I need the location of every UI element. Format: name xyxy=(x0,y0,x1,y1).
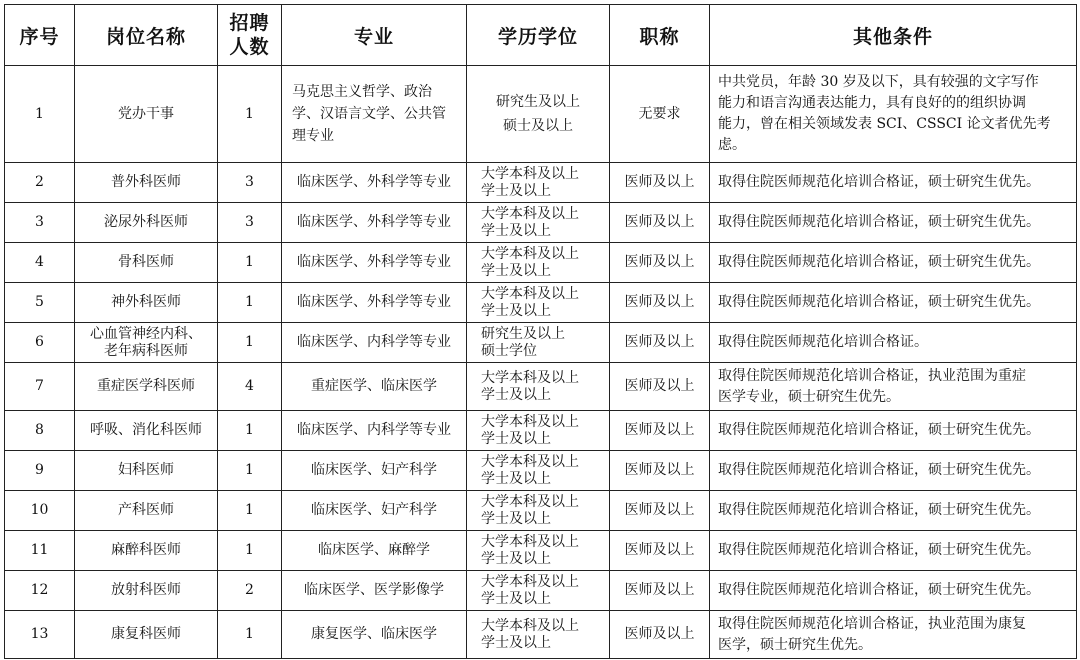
cell-position-line: 放射科医师 xyxy=(111,582,181,598)
table-header xyxy=(5,5,1077,66)
cell-conditions-line: 取得住院医师规范化培训合格证，硕士研究生优先。 xyxy=(718,422,1040,438)
cell-education-line: 学士及以上 xyxy=(481,634,551,651)
cell-conditions-line: 取得住院医师规范化培训合格证，硕士研究生优先。 xyxy=(718,542,1040,558)
cell-education xyxy=(467,411,610,451)
cell-no: 13 xyxy=(5,611,75,659)
cell-conditions-line: 医学，硕士研究生优先。 xyxy=(718,636,872,653)
cell-no: 4 xyxy=(5,243,75,283)
cell-no: 6 xyxy=(5,323,75,363)
cell-education xyxy=(467,66,610,163)
cell-major-line: 临床医学、外科学等专业 xyxy=(297,174,451,190)
cell-education-line: 大学本科及以上 xyxy=(481,205,579,222)
cell-count: 1 xyxy=(218,66,282,163)
header-education: 学历学位 xyxy=(467,5,610,66)
cell-education-line: 学士及以上 xyxy=(481,182,551,199)
cell-title: 医师及以上 xyxy=(610,491,710,531)
cell-education-line: 大学本科及以上 xyxy=(481,285,579,302)
cell-count: 1 xyxy=(218,243,282,283)
cell-title: 医师及以上 xyxy=(610,283,710,323)
cell-count: 3 xyxy=(218,163,282,203)
cell-no: 8 xyxy=(5,411,75,451)
cell-education-line: 学士及以上 xyxy=(481,510,551,527)
cell-major xyxy=(282,571,467,611)
cell-education xyxy=(467,203,610,243)
cell-conditions-line: 医学专业，硕士研究生优先。 xyxy=(718,388,900,405)
cell-conditions xyxy=(710,491,1077,531)
table-row xyxy=(5,323,1077,363)
cell-count: 1 xyxy=(218,323,282,363)
cell-education-line: 大学本科及以上 xyxy=(481,617,579,634)
cell-major xyxy=(282,363,467,411)
cell-no: 10 xyxy=(5,491,75,531)
cell-major-line: 临床医学、医学影像学 xyxy=(304,582,444,598)
cell-no: 1 xyxy=(5,66,75,163)
cell-title: 无要求 xyxy=(610,66,710,163)
cell-count: 1 xyxy=(218,531,282,571)
cell-major-line: 临床医学、外科学等专业 xyxy=(297,214,451,230)
cell-position-line: 泌尿外科医师 xyxy=(104,214,188,230)
table-body xyxy=(5,66,1077,659)
cell-position xyxy=(75,451,218,491)
header-title: 职称 xyxy=(610,5,710,66)
table-row xyxy=(5,531,1077,571)
table-row xyxy=(5,611,1077,659)
table-row xyxy=(5,363,1077,411)
cell-major-line: 临床医学、麻醉学 xyxy=(318,542,430,558)
cell-count: 1 xyxy=(218,411,282,451)
cell-education-line: 学士及以上 xyxy=(481,430,551,447)
cell-conditions-line: 中共党员，年龄 30 岁及以下，具有较强的文字写作 xyxy=(718,74,1039,90)
cell-major xyxy=(282,66,467,163)
cell-education xyxy=(467,611,610,659)
cell-position xyxy=(75,163,218,203)
cell-conditions-line: 取得住院医师规范化培训合格证，硕士研究生优先。 xyxy=(718,214,1040,230)
header-count xyxy=(218,5,282,66)
cell-education-line: 学士及以上 xyxy=(481,262,551,279)
header-conditions: 其他条件 xyxy=(710,5,1077,66)
cell-major xyxy=(282,611,467,659)
cell-position-line: 普外科医师 xyxy=(111,174,181,190)
table-row xyxy=(5,66,1077,163)
cell-conditions xyxy=(710,571,1077,611)
table-row xyxy=(5,283,1077,323)
header-no: 序号 xyxy=(5,5,75,66)
cell-count: 2 xyxy=(218,571,282,611)
cell-count: 1 xyxy=(218,283,282,323)
cell-major xyxy=(282,163,467,203)
header-count-line1: 招聘 xyxy=(229,12,270,34)
cell-position-line: 妇科医师 xyxy=(118,462,174,478)
cell-education xyxy=(467,491,610,531)
cell-conditions-line: 取得住院医师规范化培训合格证，硕士研究生优先。 xyxy=(718,254,1040,270)
cell-major xyxy=(282,323,467,363)
cell-education xyxy=(467,571,610,611)
table-row xyxy=(5,163,1077,203)
cell-conditions xyxy=(710,243,1077,283)
cell-position-line: 产科医师 xyxy=(118,502,174,518)
cell-conditions-line: 能力，曾在相关领域发表 SCI、CSSCI 论文者优先考 xyxy=(718,116,1051,132)
cell-no: 2 xyxy=(5,163,75,203)
cell-education xyxy=(467,283,610,323)
cell-education-line: 大学本科及以上 xyxy=(481,453,579,470)
cell-major-line: 临床医学、外科学等专业 xyxy=(297,294,451,310)
cell-conditions-line: 取得住院医师规范化培训合格证。 xyxy=(718,334,928,350)
cell-major-line: 康复医学、临床医学 xyxy=(311,626,437,642)
cell-title: 医师及以上 xyxy=(610,243,710,283)
cell-major-line: 临床医学、内科学等专业 xyxy=(297,422,451,438)
cell-major-line: 理专业 xyxy=(292,128,334,144)
cell-count: 4 xyxy=(218,363,282,411)
cell-conditions xyxy=(710,163,1077,203)
cell-major xyxy=(282,531,467,571)
cell-title: 医师及以上 xyxy=(610,531,710,571)
cell-major-line: 重症医学、临床医学 xyxy=(311,378,437,394)
cell-major xyxy=(282,283,467,323)
cell-position xyxy=(75,203,218,243)
table-row xyxy=(5,451,1077,491)
cell-position-line: 麻醉科医师 xyxy=(111,542,181,558)
cell-education-line: 学士及以上 xyxy=(481,302,551,319)
cell-major-line: 临床医学、妇产科学 xyxy=(311,462,437,478)
cell-education-line: 大学本科及以上 xyxy=(481,573,579,590)
cell-education-line: 大学本科及以上 xyxy=(481,493,579,510)
header-position: 岗位名称 xyxy=(75,5,218,66)
cell-major xyxy=(282,203,467,243)
cell-education-line: 硕士及以上 xyxy=(503,118,573,134)
cell-count: 3 xyxy=(218,203,282,243)
cell-position-line: 党办干事 xyxy=(118,105,174,122)
cell-major xyxy=(282,491,467,531)
cell-position xyxy=(75,611,218,659)
cell-education-line: 学士及以上 xyxy=(481,222,551,239)
cell-position xyxy=(75,411,218,451)
cell-education xyxy=(467,531,610,571)
cell-conditions xyxy=(710,203,1077,243)
cell-education-line: 大学本科及以上 xyxy=(481,533,579,550)
recruitment-table xyxy=(4,4,1077,659)
cell-position xyxy=(75,531,218,571)
cell-conditions-line: 取得住院医师规范化培训合格证，硕士研究生优先。 xyxy=(718,294,1040,310)
cell-major xyxy=(282,411,467,451)
table-row xyxy=(5,571,1077,611)
cell-major-line: 学、汉语言文学、公共管 xyxy=(292,106,446,122)
header-count-line2: 人数 xyxy=(229,36,270,58)
cell-conditions xyxy=(710,451,1077,491)
cell-count: 1 xyxy=(218,491,282,531)
cell-conditions-line: 取得住院医师规范化培训合格证，硕士研究生优先。 xyxy=(718,582,1040,598)
cell-conditions-line: 虑。 xyxy=(718,137,746,153)
header-row xyxy=(5,5,1077,66)
table-row xyxy=(5,491,1077,531)
cell-education xyxy=(467,363,610,411)
cell-position-line: 重症医学科医师 xyxy=(97,378,195,394)
cell-education-line: 学士及以上 xyxy=(481,386,551,403)
cell-position xyxy=(75,243,218,283)
cell-title: 医师及以上 xyxy=(610,363,710,411)
cell-major xyxy=(282,451,467,491)
cell-count: 1 xyxy=(218,451,282,491)
cell-conditions-line: 取得住院医师规范化培训合格证，硕士研究生优先。 xyxy=(718,462,1040,478)
cell-title: 医师及以上 xyxy=(610,571,710,611)
cell-position xyxy=(75,323,218,363)
cell-education xyxy=(467,243,610,283)
cell-position-line: 老年病科医师 xyxy=(104,342,188,359)
cell-conditions-line: 取得住院医师规范化培训合格证，执业范围为康复 xyxy=(718,615,1026,632)
header-major: 专业 xyxy=(282,5,467,66)
cell-no: 5 xyxy=(5,283,75,323)
cell-conditions xyxy=(710,66,1077,163)
cell-no: 7 xyxy=(5,363,75,411)
cell-count: 1 xyxy=(218,611,282,659)
cell-education-line: 硕士学位 xyxy=(481,342,537,359)
table-row xyxy=(5,243,1077,283)
cell-position xyxy=(75,363,218,411)
cell-conditions xyxy=(710,531,1077,571)
cell-conditions-line: 能力和语言沟通表达能力，具有良好的的组织协调 xyxy=(718,95,1026,111)
cell-conditions xyxy=(710,283,1077,323)
cell-conditions-line: 取得住院医师规范化培训合格证，硕士研究生优先。 xyxy=(718,502,1040,518)
cell-conditions-line: 取得住院医师规范化培训合格证，硕士研究生优先。 xyxy=(718,174,1040,190)
cell-title: 医师及以上 xyxy=(610,411,710,451)
cell-conditions xyxy=(710,363,1077,411)
cell-title: 医师及以上 xyxy=(610,203,710,243)
cell-title: 医师及以上 xyxy=(610,611,710,659)
cell-title: 医师及以上 xyxy=(610,323,710,363)
cell-major-line: 临床医学、妇产科学 xyxy=(311,502,437,518)
cell-no: 9 xyxy=(5,451,75,491)
cell-position xyxy=(75,66,218,163)
cell-position xyxy=(75,283,218,323)
cell-position-line: 心血管神经内科、 xyxy=(90,325,202,342)
cell-position-line: 骨科医师 xyxy=(118,254,174,270)
cell-major-line: 临床医学、内科学等专业 xyxy=(297,334,451,350)
cell-education xyxy=(467,451,610,491)
cell-education-line: 学士及以上 xyxy=(481,470,551,487)
table-row xyxy=(5,411,1077,451)
cell-conditions xyxy=(710,411,1077,451)
cell-education-line: 研究生及以上 xyxy=(496,94,580,110)
cell-education xyxy=(467,323,610,363)
cell-education-line: 学士及以上 xyxy=(481,550,551,567)
cell-major xyxy=(282,243,467,283)
cell-conditions-line: 取得住院医师规范化培训合格证，执业范围为重症 xyxy=(718,367,1026,384)
cell-major-line: 临床医学、外科学等专业 xyxy=(297,254,451,270)
cell-education-line: 研究生及以上 xyxy=(481,325,565,342)
cell-education-line: 大学本科及以上 xyxy=(481,413,579,430)
cell-education-line: 大学本科及以上 xyxy=(481,165,579,182)
cell-position-line: 呼吸、消化科医师 xyxy=(90,422,202,438)
table-row xyxy=(5,203,1077,243)
cell-no: 11 xyxy=(5,531,75,571)
cell-education xyxy=(467,163,610,203)
cell-conditions xyxy=(710,323,1077,363)
cell-education-line: 学士及以上 xyxy=(481,590,551,607)
cell-no: 3 xyxy=(5,203,75,243)
cell-major-line: 马克思主义哲学、政治 xyxy=(292,84,432,100)
cell-position-line: 神外科医师 xyxy=(111,294,181,310)
cell-position-line: 康复科医师 xyxy=(111,626,181,642)
cell-education-line: 大学本科及以上 xyxy=(481,245,579,262)
cell-title: 医师及以上 xyxy=(610,163,710,203)
cell-education-line: 大学本科及以上 xyxy=(481,369,579,386)
cell-no: 12 xyxy=(5,571,75,611)
cell-title: 医师及以上 xyxy=(610,451,710,491)
cell-position xyxy=(75,491,218,531)
cell-conditions xyxy=(710,611,1077,659)
cell-position xyxy=(75,571,218,611)
